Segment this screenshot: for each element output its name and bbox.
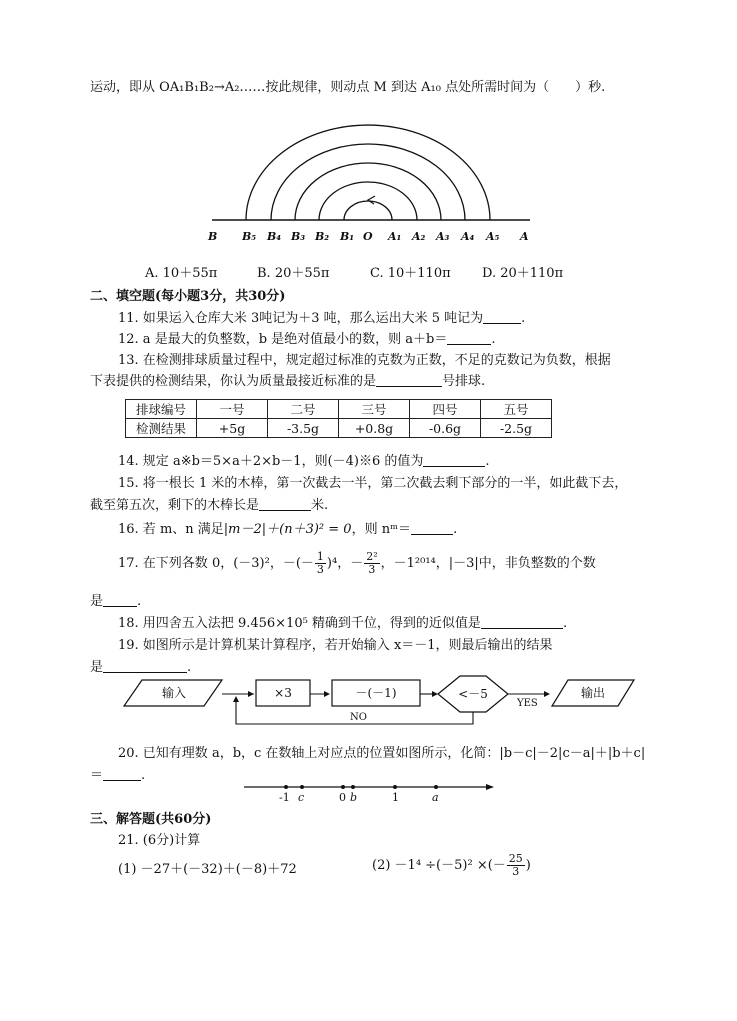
label-B2: B₂ — [315, 230, 330, 243]
point-neg1 — [284, 785, 288, 789]
q14-answer-blank — [423, 454, 485, 467]
q12: 12. a 是最大的负整数，b 是绝对值最小的数，则 a＋b＝ . — [118, 332, 496, 347]
q11-answer-blank — [483, 311, 521, 324]
q10-option-d: D. 20＋110π — [482, 266, 564, 281]
q15-line1: 15. 将一根长 1 米的木棒，第一次截去一半，第二次截去剩下部分的一半，如此截下去， — [118, 476, 628, 491]
q14: 14. 规定 a※b＝5×a＋2×b－1，则(－4)※6 的值为 . — [118, 454, 490, 469]
point-a — [434, 785, 438, 789]
q20-answer-blank — [103, 768, 141, 781]
q16: 16. 若 m、n 满足|m－2|＋(n＋3)² = 0，则 nᵐ＝ . — [118, 522, 458, 537]
table-header-cell: 排球编号 — [126, 400, 197, 419]
number-line — [240, 778, 500, 804]
flow-output-label: 输出 — [580, 686, 605, 700]
q17-line1: 17. 在下列各数 0，(－3)²，－(－ $\frac{1}{3}$ )⁴，－ $\frac{\text{2²}}{3}$ ，－1²⁰¹⁴，|－3|中，非负整数的个数 — [118, 550, 596, 576]
label-zero: 0 — [339, 791, 346, 804]
label-B5: B₅ — [242, 230, 257, 243]
q12-answer-blank — [447, 332, 491, 345]
label-A5: A₅ — [486, 230, 500, 243]
q21-part2: (2) －1⁴ ÷(－5)² ×(－ $\frac{25}{3}$ ) — [372, 852, 531, 878]
flow-input-label: 输入 — [161, 686, 186, 700]
q19-line1: 19. 如图所示是计算机某计算程序，若开始输入 x＝－1，则最后输出的结果 — [118, 638, 553, 653]
label-c: c — [298, 791, 305, 804]
q21-title: 21. (6分)计算 — [118, 833, 201, 848]
q16-answer-blank — [411, 522, 453, 535]
number-line-arrow — [486, 784, 494, 790]
point-c — [300, 785, 304, 789]
table-cell: +5g — [197, 419, 268, 438]
q16-equation: |m－2|＋(n＋3)² = 0 — [223, 522, 352, 537]
label-O: O — [363, 230, 373, 243]
flow-multiply-label: ×3 — [274, 686, 292, 700]
q10-option-b: B. 20＋55π — [257, 266, 330, 281]
q17-line2: 是 . — [90, 594, 142, 609]
q13-answer-blank — [376, 374, 442, 387]
table-header-cell: 三号 — [339, 400, 410, 419]
q21-part1: (1) －27＋(－32)＋(－8)＋72 — [118, 862, 297, 877]
point-one — [393, 785, 397, 789]
q14-text: 14. 规定 a※b＝5×a＋2×b－1，则(－4)※6 的值为 — [118, 454, 424, 469]
q10-option-c: C. 10＋110π — [370, 266, 451, 281]
q17-fraction-1: $\frac{1}{3}$ — [316, 550, 324, 576]
q19-line2: 是 . — [90, 660, 192, 675]
table-header-cell: 一号 — [197, 400, 268, 419]
label-B3: B₃ — [291, 230, 306, 243]
q13-line2: 下表提供的检测结果，你认为质量最接近标准的是 号排球. — [90, 374, 486, 389]
label-B1: B₁ — [340, 230, 355, 243]
inspection-table — [125, 399, 552, 438]
table-row — [126, 419, 552, 438]
arc-5 — [246, 125, 490, 220]
table-cell: 检测结果 — [126, 419, 197, 438]
section2-title: 二、填空题(每小题3分，共30分) — [90, 289, 286, 304]
q12-text: 12. a 是最大的负整数，b 是绝对值最小的数，则 a＋b＝ — [118, 332, 448, 347]
q18-text: 18. 用四舍五入法把 9.456×10⁵ 精确到千位，得到的近似值是 — [118, 616, 481, 631]
label-A3: A₃ — [436, 230, 450, 243]
flow-no-label: NO — [350, 712, 367, 723]
label-a: a — [432, 791, 439, 804]
table-cell: -0.6g — [410, 419, 481, 438]
q20-line1: 20. 已知有理数 a，b，c 在数轴上对应点的位置如图所示，化简：|b－c|－2|c－a|＋|b＋c| — [118, 746, 646, 761]
q20-line2: ＝ . — [90, 768, 146, 783]
table-cell: -2.5g — [481, 419, 552, 438]
q11: 11. 如果运入仓库大米 3吨记为＋3 吨，那么运出大米 5 吨记为 . — [118, 311, 526, 326]
q19-answer-blank — [103, 660, 187, 673]
q15-line2: 截至第五次，剩下的木棒长是 米. — [90, 498, 329, 513]
arc-1 — [344, 201, 392, 220]
flow-yes-label: YES — [517, 698, 538, 709]
label-B4: B₄ — [267, 230, 282, 243]
arc-3 — [295, 163, 441, 220]
flow-subtract-label: －(－1) — [355, 686, 397, 700]
intro-line: 运动，即从 OA₁B₁B₂→A₂……按此规律，则动点 M 到达 A₁₀ 点处所需时间为（ ）秒. — [90, 80, 606, 95]
label-B: B — [208, 230, 218, 243]
q10-option-a: A. 10＋55π — [145, 266, 218, 281]
q17-fraction-2: $\frac{\text{2²}}{3}$ — [366, 550, 378, 576]
label-A: A — [520, 230, 529, 243]
table-cell: -3.5g — [268, 419, 339, 438]
q13-line1: 13. 在检测排球质量过程中，规定超过标准的克数为正数，不足的克数记为负数，根据 — [118, 353, 611, 368]
q17-answer-blank — [103, 594, 137, 607]
table-header-cell: 二号 — [268, 400, 339, 419]
label-neg1: -1 — [279, 791, 290, 804]
label-b: b — [350, 791, 358, 804]
q15-answer-blank — [259, 498, 311, 511]
label-A2: A₂ — [412, 230, 426, 243]
direction-arrow — [368, 196, 375, 204]
q18: 18. 用四舍五入法把 9.456×10⁵ 精确到千位，得到的近似值是 . — [118, 616, 568, 631]
point-b — [351, 785, 355, 789]
table-cell: +0.8g — [339, 419, 410, 438]
label-one: 1 — [392, 791, 399, 804]
table-header-row — [126, 400, 552, 419]
flow-condition-label: <－5 — [458, 687, 488, 701]
table-header-cell: 五号 — [481, 400, 552, 419]
q18-answer-blank — [481, 616, 563, 629]
table-header-cell: 四号 — [410, 400, 481, 419]
point-zero — [341, 785, 345, 789]
q21-fraction: $\frac{25}{3}$ — [508, 852, 523, 878]
label-A1: A₁ — [388, 230, 402, 243]
label-A4: A₄ — [461, 230, 475, 243]
section3-title: 三、解答题(共60分) — [90, 812, 212, 827]
concentric-arc-figure — [200, 118, 540, 248]
q11-text: 11. 如果运入仓库大米 3吨记为＋3 吨，那么运出大米 5 吨记为 — [118, 311, 484, 326]
